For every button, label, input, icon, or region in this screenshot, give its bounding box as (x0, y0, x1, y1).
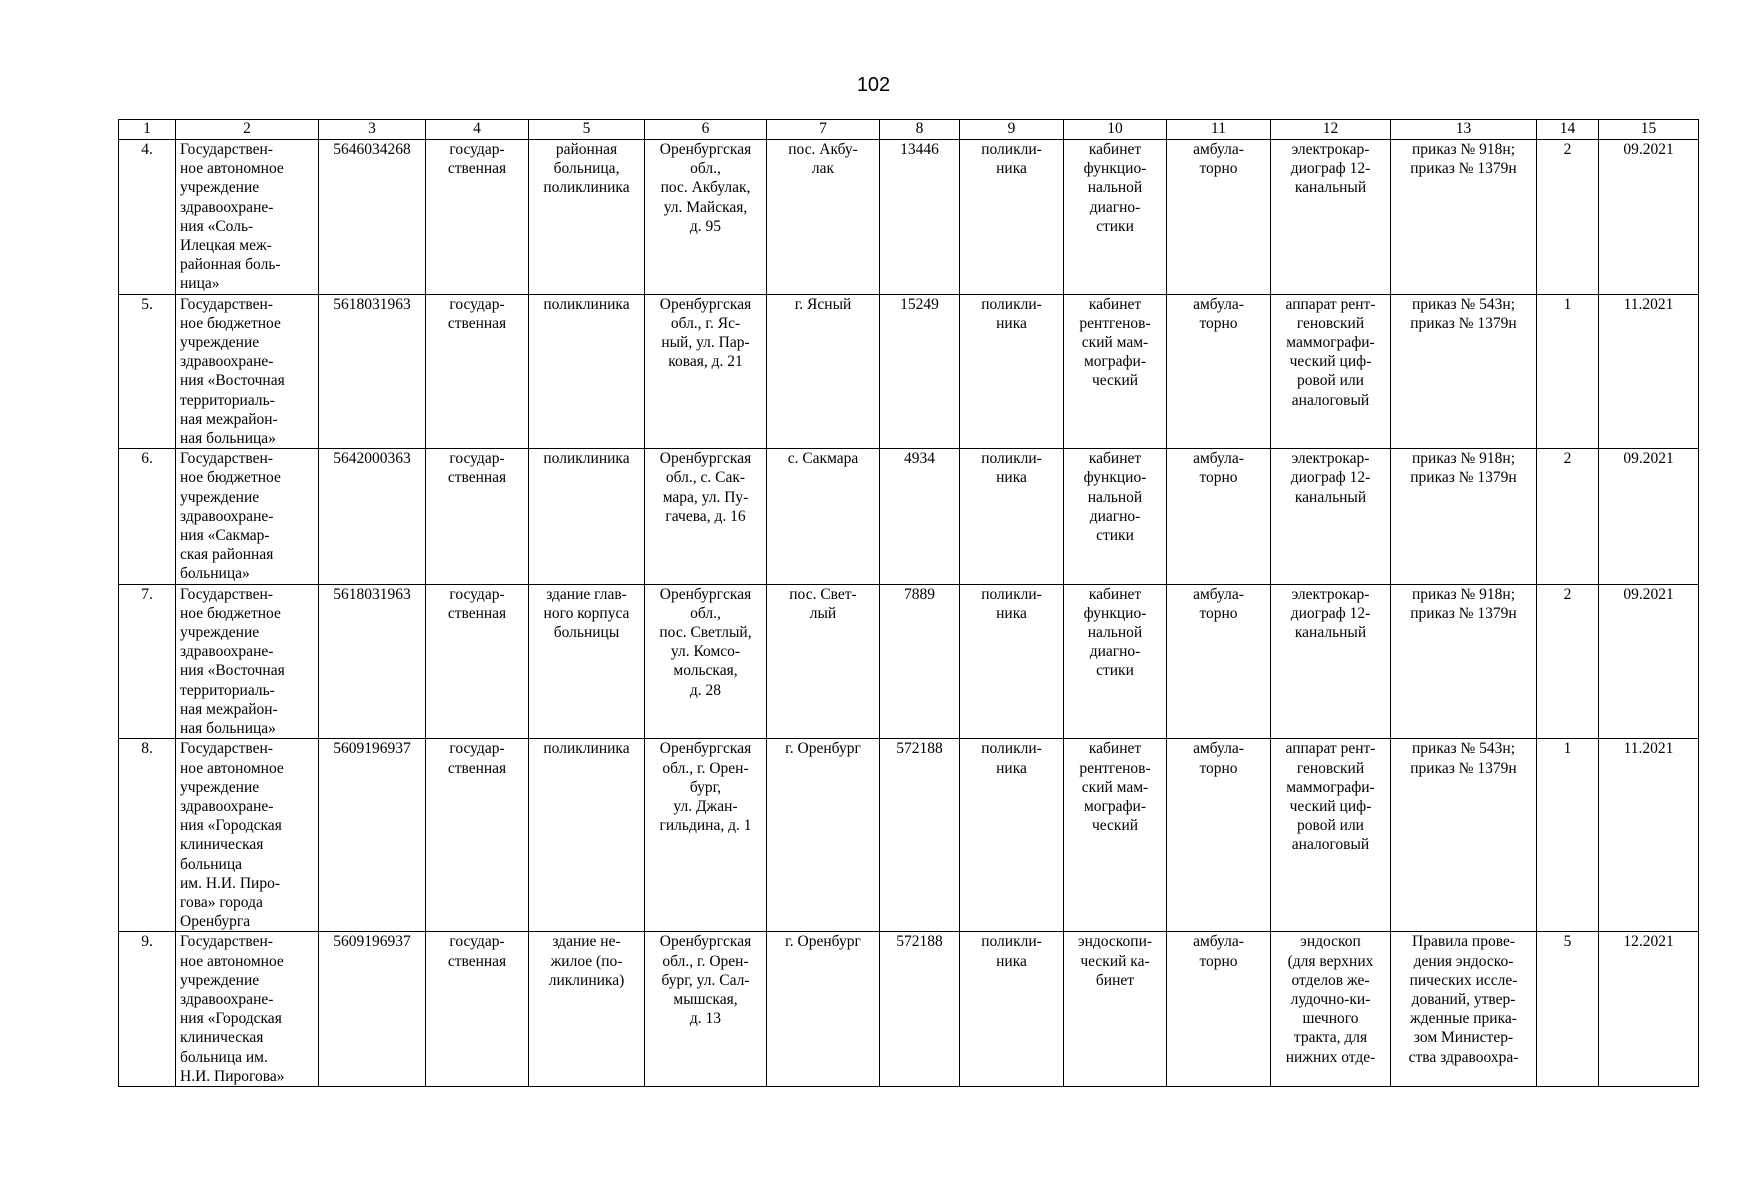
population: 7889 (880, 584, 960, 739)
locality: г. Ясный (767, 294, 880, 449)
equipment: электрокар- диограф 12- канальный (1271, 449, 1391, 584)
column-header: 6 (645, 120, 767, 140)
regulation: приказ № 918н; приказ № 1379н (1391, 140, 1537, 295)
locality: г. Оренбург (767, 739, 880, 932)
column-header: 14 (1537, 120, 1599, 140)
unit-type: поликли- ника (960, 449, 1064, 584)
date: 09.2021 (1599, 584, 1699, 739)
header-row (119, 120, 1699, 140)
ownership: государ- ственная (426, 294, 529, 449)
row-number: 4. (119, 140, 176, 295)
quantity: 2 (1537, 584, 1599, 739)
table-row (119, 449, 1699, 584)
unit-type: поликли- ника (960, 739, 1064, 932)
address: Оренбургская обл., пос. Акбулак, ул. Майская, д. 95 (645, 140, 767, 295)
cabinet: кабинет рентгенов- ский мам- мографи- ческий (1064, 294, 1167, 449)
page-number: 102 (856, 74, 891, 96)
unit-type: поликли- ника (960, 294, 1064, 449)
row-number: 7. (119, 584, 176, 739)
column-header: 2 (176, 120, 319, 140)
address: Оренбургская обл., г. Орен- бург, ул. Джан- гильдина, д. 1 (645, 739, 767, 932)
building-type: поликлиника (529, 739, 645, 932)
table-row (119, 294, 1699, 449)
column-header: 8 (880, 120, 960, 140)
locality: пос. Свет- лый (767, 584, 880, 739)
care-mode: амбула- торно (1167, 449, 1271, 584)
quantity: 2 (1537, 449, 1599, 584)
quantity: 1 (1537, 294, 1599, 449)
care-mode: амбула- торно (1167, 932, 1271, 1087)
address: Оренбургская обл., пос. Светлый, ул. Комсо- мольская, д. 28 (645, 584, 767, 739)
regulation: приказ № 918н; приказ № 1379н (1391, 449, 1537, 584)
population: 13446 (880, 140, 960, 295)
inn: 5609196937 (319, 932, 426, 1087)
column-header: 10 (1064, 120, 1167, 140)
locality: с. Сакмара (767, 449, 880, 584)
institution-name: Государствен- ное бюджетное учреждение здравоохране- ния «Восточная территориаль- ная межрайон- ная больница» (176, 294, 319, 449)
institution-name: Государствен- ное бюджетное учреждение здравоохране- ния «Восточная территориаль- ная межрайон- ная больница» (176, 584, 319, 739)
column-header: 1 (119, 120, 176, 140)
population: 15249 (880, 294, 960, 449)
building-type: районная больница, поликлиника (529, 140, 645, 295)
address: Оренбургская обл., с. Сак- мара, ул. Пу- гачева, д. 16 (645, 449, 767, 584)
ownership: государ- ственная (426, 449, 529, 584)
column-header: 12 (1271, 120, 1391, 140)
date: 09.2021 (1599, 449, 1699, 584)
address: Оренбургская обл., г. Орен- бург, ул. Сал- мышская, д. 13 (645, 932, 767, 1087)
equipment: аппарат рент- геновский маммографи- ческий циф- ровой или аналоговый (1271, 294, 1391, 449)
institution-name: Государствен- ное бюджетное учреждение здравоохране- ния «Сакмар- ская районная больница» (176, 449, 319, 584)
date: 11.2021 (1599, 294, 1699, 449)
equipment: электрокар- диограф 12- канальный (1271, 584, 1391, 739)
data-table (118, 119, 1699, 1087)
cabinet: эндоскопи- ческий ка- бинет (1064, 932, 1167, 1087)
table-row (119, 584, 1699, 739)
column-header: 13 (1391, 120, 1537, 140)
unit-type: поликли- ника (960, 584, 1064, 739)
equipment: электрокар- диограф 12- канальный (1271, 140, 1391, 295)
column-header: 4 (426, 120, 529, 140)
inn: 5646034268 (319, 140, 426, 295)
building-type: здание не- жилое (по- ликлиника) (529, 932, 645, 1087)
ownership: государ- ственная (426, 140, 529, 295)
equipment: аппарат рент- геновский маммографи- ческий циф- ровой или аналоговый (1271, 739, 1391, 932)
regulation: приказ № 918н; приказ № 1379н (1391, 584, 1537, 739)
table-row (119, 932, 1699, 1087)
inn: 5618031963 (319, 294, 426, 449)
quantity: 1 (1537, 739, 1599, 932)
institution-name: Государствен- ное автономное учреждение здравоохране- ния «Городская клиническая больница им. Н.И. Пиро- гова» города Оренбурга (176, 739, 319, 932)
regulation: приказ № 543н; приказ № 1379н (1391, 739, 1537, 932)
cabinet: кабинет функцио- нальной диагно- стики (1064, 584, 1167, 739)
care-mode: амбула- торно (1167, 140, 1271, 295)
ownership: государ- ственная (426, 584, 529, 739)
quantity: 2 (1537, 140, 1599, 295)
column-header: 9 (960, 120, 1064, 140)
institution-name: Государствен- ное автономное учреждение здравоохране- ния «Соль- Илецкая меж- районная боль- ница» (176, 140, 319, 295)
table-row (119, 739, 1699, 932)
column-header: 5 (529, 120, 645, 140)
table-row (119, 140, 1699, 295)
cabinet: кабинет рентгенов- ский мам- мографи- ческий (1064, 739, 1167, 932)
building-type: поликлиника (529, 294, 645, 449)
ownership: государ- ственная (426, 739, 529, 932)
row-number: 5. (119, 294, 176, 449)
care-mode: амбула- торно (1167, 739, 1271, 932)
building-type: поликлиника (529, 449, 645, 584)
column-header: 15 (1599, 120, 1699, 140)
care-mode: амбула- торно (1167, 584, 1271, 739)
regulation: приказ № 543н; приказ № 1379н (1391, 294, 1537, 449)
quantity: 5 (1537, 932, 1599, 1087)
address: Оренбургская обл., г. Яс- ный, ул. Пар- ковая, д. 21 (645, 294, 767, 449)
ownership: государ- ственная (426, 932, 529, 1087)
equipment: эндоскоп (для верхних отделов же- лудочно-ки- шечного тракта, для нижних отде- (1271, 932, 1391, 1087)
column-header: 7 (767, 120, 880, 140)
population: 4934 (880, 449, 960, 584)
cabinet: кабинет функцио- нальной диагно- стики (1064, 140, 1167, 295)
unit-type: поликли- ника (960, 140, 1064, 295)
date: 12.2021 (1599, 932, 1699, 1087)
row-number: 9. (119, 932, 176, 1087)
locality: г. Оренбург (767, 932, 880, 1087)
row-number: 8. (119, 739, 176, 932)
locality: пос. Акбу- лак (767, 140, 880, 295)
column-header: 11 (1167, 120, 1271, 140)
date: 11.2021 (1599, 739, 1699, 932)
row-number: 6. (119, 449, 176, 584)
regulation: Правила прове- дения эндоско- пических иссле- дований, утвер- жденные прика- зом Министер- ства здравоохра- (1391, 932, 1537, 1087)
care-mode: амбула- торно (1167, 294, 1271, 449)
population: 572188 (880, 739, 960, 932)
column-header: 3 (319, 120, 426, 140)
inn: 5618031963 (319, 584, 426, 739)
cabinet: кабинет функцио- нальной диагно- стики (1064, 449, 1167, 584)
inn: 5609196937 (319, 739, 426, 932)
inn: 5642000363 (319, 449, 426, 584)
institution-name: Государствен- ное автономное учреждение здравоохране- ния «Городская клиническая больница им. Н.И. Пирогова» (176, 932, 319, 1087)
date: 09.2021 (1599, 140, 1699, 295)
population: 572188 (880, 932, 960, 1087)
building-type: здание глав- ного корпуса больницы (529, 584, 645, 739)
unit-type: поликли- ника (960, 932, 1064, 1087)
